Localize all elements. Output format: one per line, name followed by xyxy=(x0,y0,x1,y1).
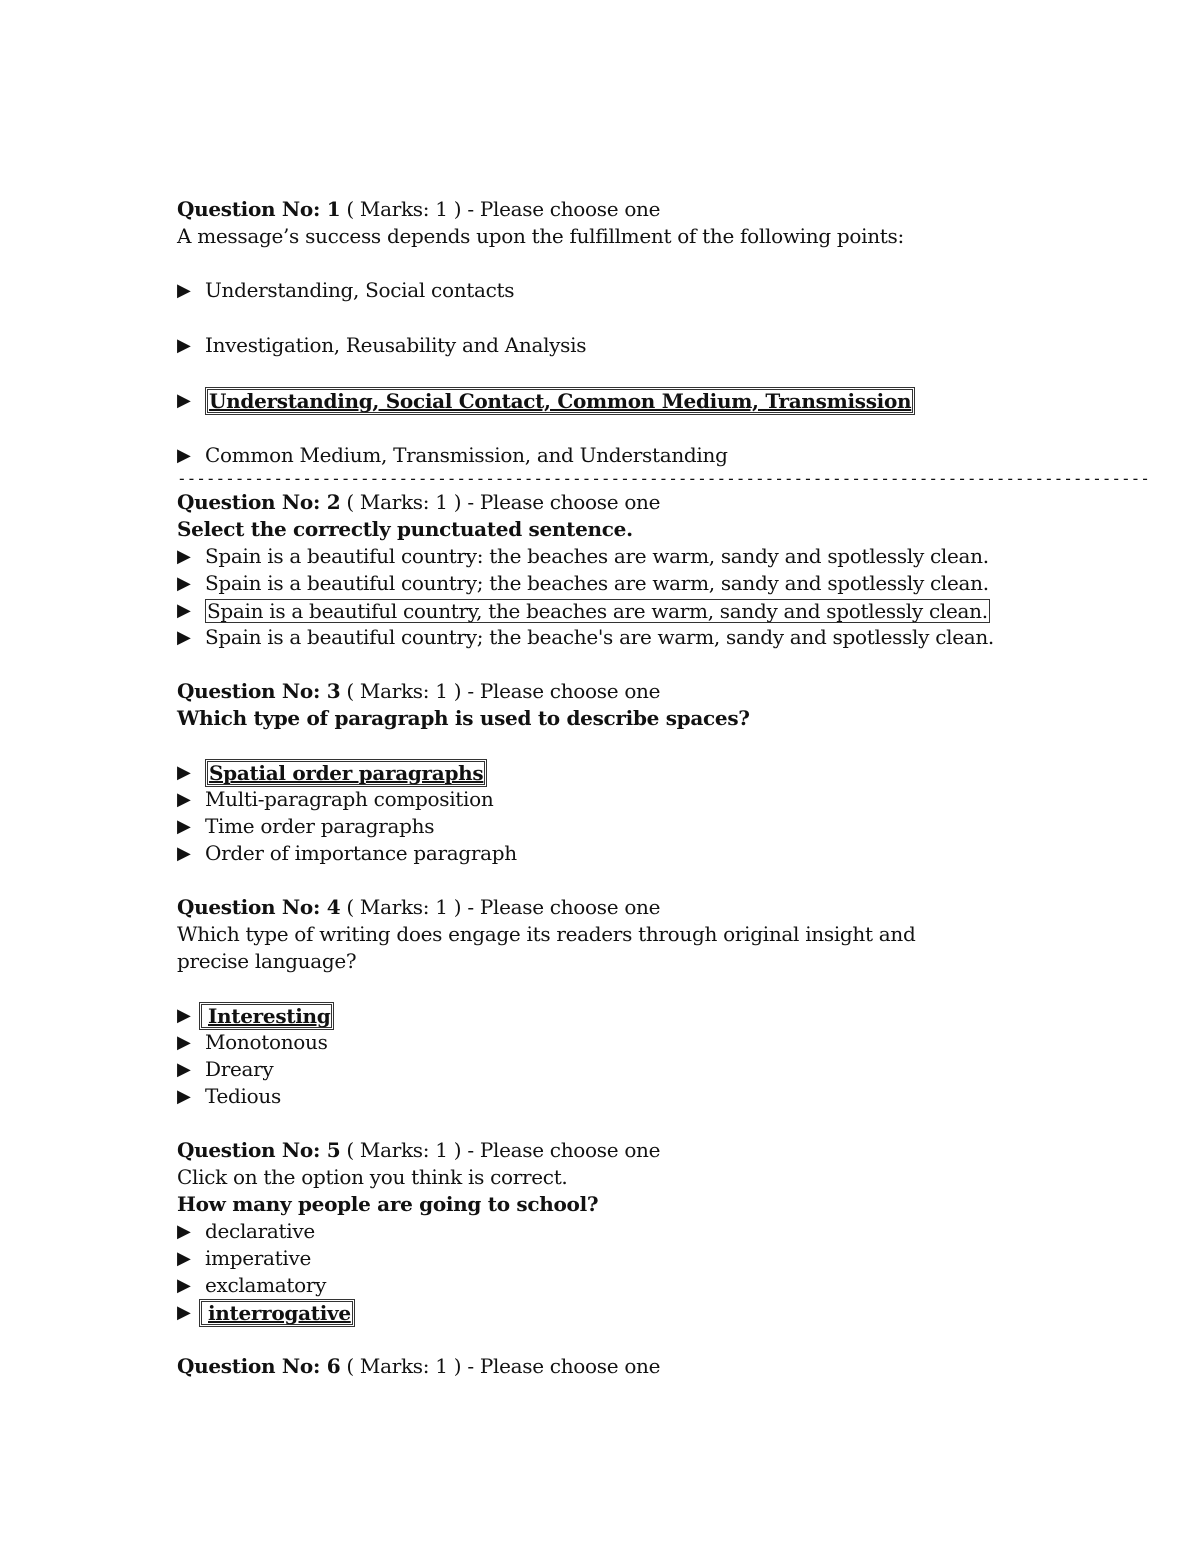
arrow-icon: ▶ xyxy=(177,1248,191,1269)
question-6-marks: ( Marks: 1 ) - Please choose one xyxy=(340,1354,661,1378)
arrow-icon: ▶ xyxy=(177,1302,191,1323)
question-2-marks: ( Marks: 1 ) - Please choose one xyxy=(340,490,661,514)
option-text: Understanding, Social contacts xyxy=(205,278,515,302)
arrow-icon: ▶ xyxy=(177,280,191,301)
question-3-option-1-selected[interactable] xyxy=(177,759,1077,786)
question-1-label: Question No: 1 xyxy=(177,197,341,221)
question-4-option-1-selected[interactable] xyxy=(177,1002,1077,1029)
selected-answer: interrogative xyxy=(199,1299,355,1327)
question-2-option-2[interactable] xyxy=(177,570,1077,597)
arrow-icon: ▶ xyxy=(177,546,191,567)
arrow-icon: ▶ xyxy=(177,390,191,411)
arrow-icon: ▶ xyxy=(177,1275,191,1296)
selected-answer: Understanding, Social Contact, Common Medium, Transmission xyxy=(205,387,915,415)
question-1-option-3-selected[interactable] xyxy=(177,387,1077,414)
question-1-option-2[interactable] xyxy=(177,332,1077,359)
arrow-icon: ▶ xyxy=(177,627,191,648)
question-5-option-2[interactable] xyxy=(177,1245,1077,1272)
arrow-icon: ▶ xyxy=(177,1059,191,1080)
question-5-marks: ( Marks: 1 ) - Please choose one xyxy=(340,1138,661,1162)
question-4-option-4[interactable] xyxy=(177,1083,1077,1110)
arrow-icon: ▶ xyxy=(177,1221,191,1242)
arrow-icon: ▶ xyxy=(177,335,191,356)
question-6-header xyxy=(177,1353,1077,1380)
arrow-icon: ▶ xyxy=(177,600,191,621)
question-5-option-3[interactable] xyxy=(177,1272,1077,1299)
question-3-prompt: Which type of paragraph is used to describe spaces? xyxy=(177,706,750,730)
question-1-option-4[interactable] xyxy=(177,442,1077,469)
option-text: Time order paragraphs xyxy=(205,814,435,838)
arrow-icon: ▶ xyxy=(177,1032,191,1053)
question-3-header xyxy=(177,678,1077,705)
question-3-marks: ( Marks: 1 ) - Please choose one xyxy=(340,679,661,703)
arrow-icon: ▶ xyxy=(177,789,191,810)
selected-answer: Interesting xyxy=(199,1002,334,1030)
arrow-icon: ▶ xyxy=(177,1005,191,1026)
option-text: Order of importance paragraph xyxy=(205,841,517,865)
question-2-option-4[interactable] xyxy=(177,624,1077,651)
arrow-icon: ▶ xyxy=(177,573,191,594)
separator-line: ----------------------------------------------------------------------------------------------------- xyxy=(177,469,1150,488)
option-text: Common Medium, Transmission, and Understanding xyxy=(205,443,728,467)
option-text: Dreary xyxy=(205,1057,274,1081)
question-5-prompt: How many people are going to school? xyxy=(177,1192,599,1216)
selected-answer: Spatial order paragraphs xyxy=(205,759,487,787)
option-text: exclamatory xyxy=(205,1273,327,1297)
question-2-option-3-selected[interactable] xyxy=(177,597,1077,624)
question-1-option-1[interactable] xyxy=(177,277,1077,304)
question-4-marks: ( Marks: 1 ) - Please choose one xyxy=(340,895,661,919)
option-text: Tedious xyxy=(205,1084,281,1108)
question-5-label: Question No: 5 xyxy=(177,1138,341,1162)
option-text: Investigation, Reusability and Analysis xyxy=(205,333,587,357)
question-6-label: Question No: 6 xyxy=(177,1354,341,1378)
selected-answer: Spain is a beautiful country, the beaches are warm, sandy and spotlessly clean. xyxy=(207,598,988,623)
question-4-prompt: Which type of writing does engage its readers through original insight and precise language? xyxy=(177,922,916,973)
question-2-option-1[interactable] xyxy=(177,543,1077,570)
question-4-option-3[interactable] xyxy=(177,1056,1077,1083)
question-4-option-2[interactable] xyxy=(177,1029,1077,1056)
arrow-icon: ▶ xyxy=(177,1086,191,1107)
document-content xyxy=(177,196,1150,1380)
option-text: Monotonous xyxy=(205,1030,328,1054)
question-3-label: Question No: 3 xyxy=(177,679,341,703)
question-1-header xyxy=(177,196,1077,223)
option-text: imperative xyxy=(205,1246,312,1270)
question-5-option-1[interactable] xyxy=(177,1218,1077,1245)
option-text: Spain is a beautiful country: the beaches are warm, sandy and spotlessly clean. xyxy=(205,544,989,568)
arrow-icon: ▶ xyxy=(177,843,191,864)
question-4-header xyxy=(177,894,1077,921)
question-2-header xyxy=(177,489,1077,516)
question-5-header xyxy=(177,1137,1077,1164)
question-5-instruction: Click on the option you think is correct. xyxy=(177,1165,568,1189)
question-3-option-2[interactable] xyxy=(177,786,1077,813)
question-5-option-4-selected[interactable] xyxy=(177,1299,1077,1326)
arrow-icon: ▶ xyxy=(177,445,191,466)
question-4-label: Question No: 4 xyxy=(177,895,341,919)
question-2-prompt: Select the correctly punctuated sentence. xyxy=(177,517,633,541)
arrow-icon: ▶ xyxy=(177,762,191,783)
option-text: declarative xyxy=(205,1219,315,1243)
question-1-prompt: A message’s success depends upon the fulfillment of the following points: xyxy=(177,224,904,248)
question-1-marks: ( Marks: 1 ) - Please choose one xyxy=(340,197,661,221)
question-2-label: Question No: 2 xyxy=(177,490,341,514)
question-3-option-4[interactable] xyxy=(177,840,1077,867)
option-text: Multi-paragraph composition xyxy=(205,787,494,811)
option-text: Spain is a beautiful country; the beache's are warm, sandy and spotlessly clean. xyxy=(205,625,994,649)
question-3-option-3[interactable] xyxy=(177,813,1077,840)
arrow-icon: ▶ xyxy=(177,816,191,837)
option-text: Spain is a beautiful country; the beaches are warm, sandy and spotlessly clean. xyxy=(205,571,989,595)
